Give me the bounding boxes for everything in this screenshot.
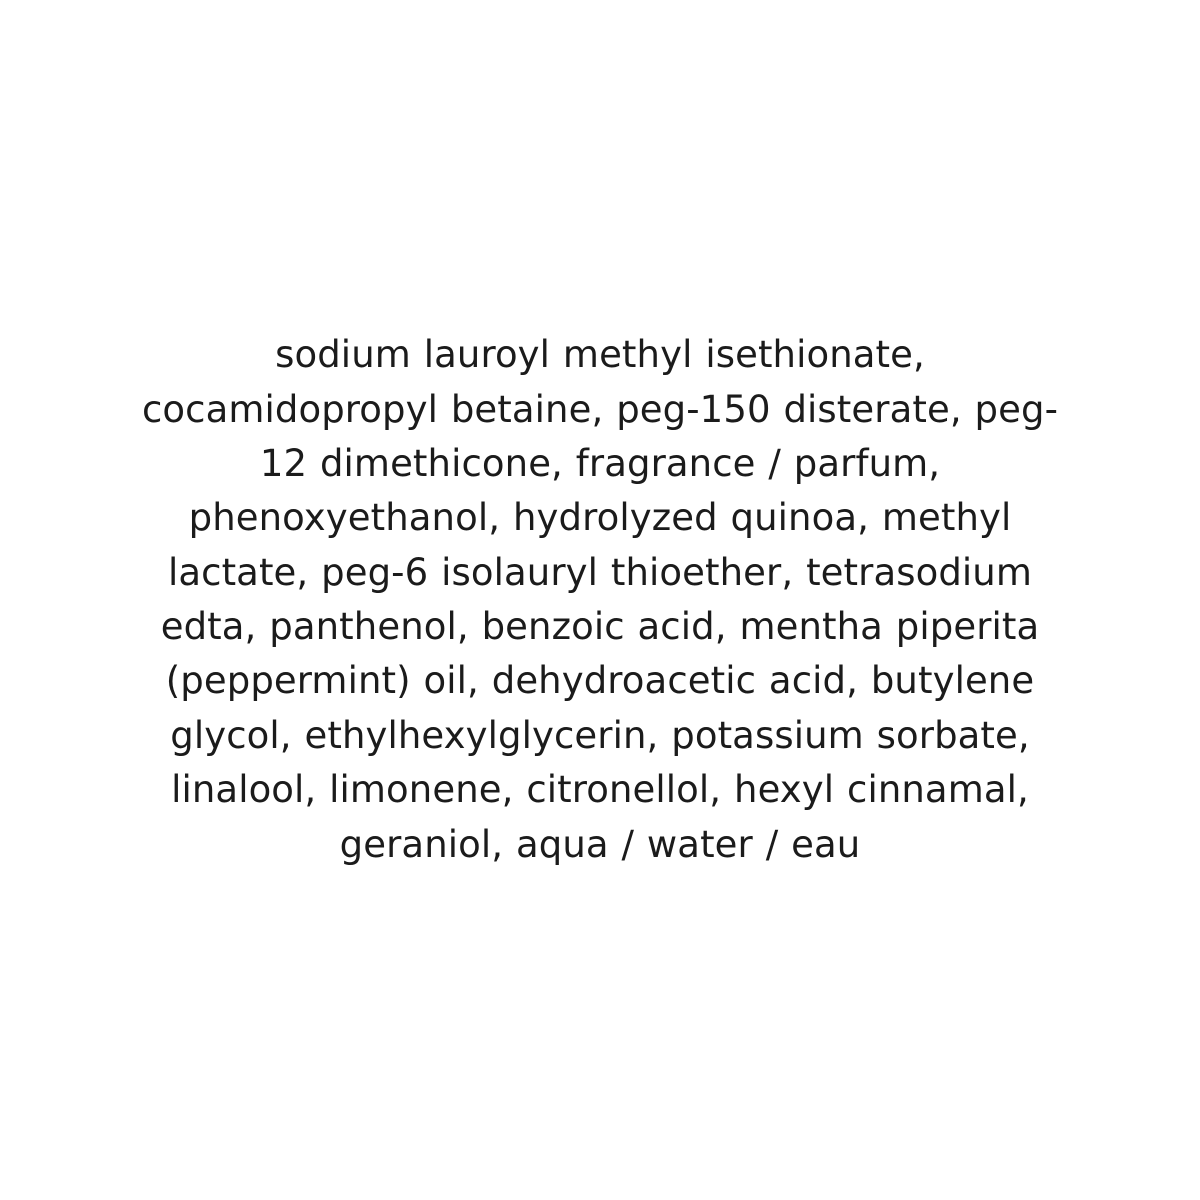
ingredients-block (130, 291, 1070, 909)
ingredients-paragraph: sodium lauroyl methyl isethionate, cocamidopropyl betaine, peg-150 disterate, peg-12 dimethicone, fragrance / parfum, phenoxyethanol, hydrolyzed quinoa, methyl lactate, peg-6 isolauryl thioether, tetrasodium edta, panthenol, benzoic acid, mentha piperita (peppermint) oil, dehydroacetic acid, butylene glycol, ethylhexylglycerin, potassium sorbate, linalool, limonene, citronellol, hexyl cinnamal, geraniol, aqua / water / eau (141, 333, 1059, 866)
